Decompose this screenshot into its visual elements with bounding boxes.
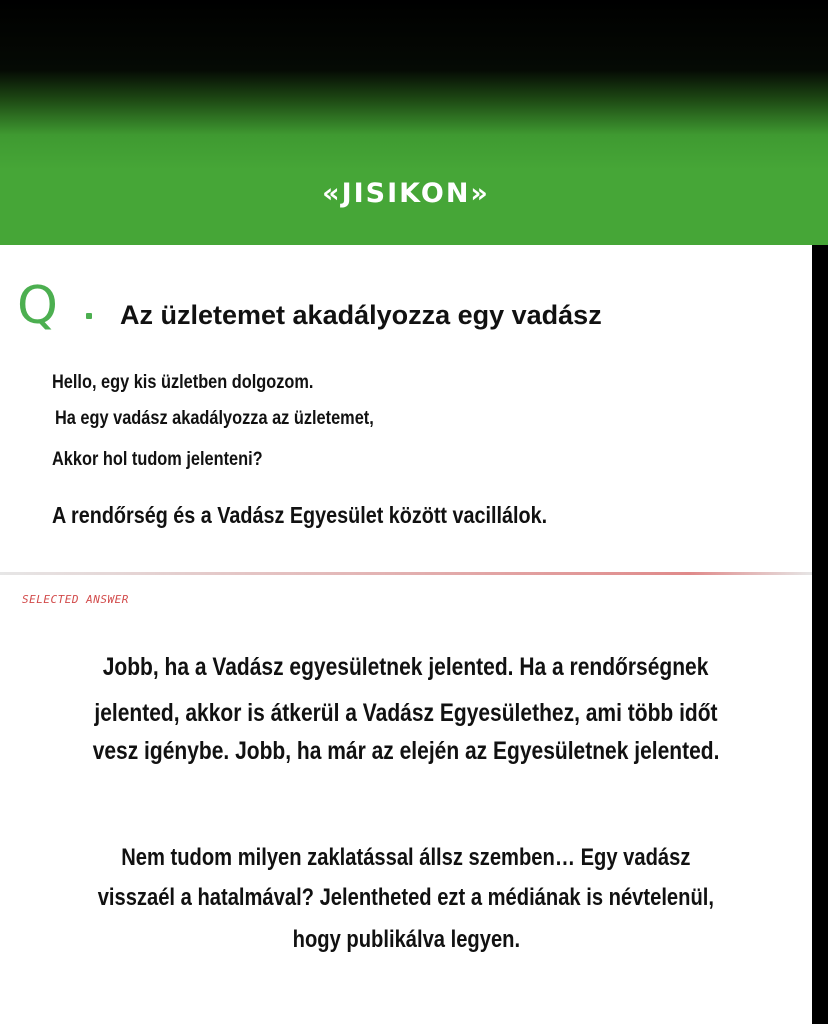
answer-paragraph-1-line-1: Jobb, ha a Vadász egyesületnek jelented. Ha a rendőrségnek — [103, 653, 709, 681]
question-dot-icon — [86, 313, 92, 319]
question-line-2: Ha egy vadász akadályozza az üzletemet, — [55, 408, 374, 429]
section-divider — [0, 572, 812, 575]
answer-paragraph-2-line-2: visszaél a hatalmával? Jelentheted ezt a médiának is névtelenül, — [97, 884, 715, 911]
right-edge-strip — [812, 245, 828, 1024]
question-line-3: Akkor hol tudom jelenteni? — [52, 449, 263, 470]
question-q-icon: Q — [17, 276, 58, 336]
answer-paragraph-2-line-1: Nem tudom milyen zaklatással állsz szemben… Egy vadász — [121, 844, 691, 871]
selected-answer-label: SELECTED ANSWER — [22, 593, 129, 606]
answer-paragraph-1-line-2: jelented, akkor is átkerül a Vadász Egyesülethez, ami több időt — [94, 699, 718, 727]
header-title: «JISIKON» — [322, 178, 490, 209]
answer-paragraph-1-line-3: vesz igénybe. Jobb, ha már az elején az Egyesületnek jelented. — [92, 737, 720, 765]
answer-paragraph-2-line-3: hogy publikálva legyen. — [292, 926, 520, 953]
question-line-4: A rendőrség és a Vadász Egyesület között vacillálok. — [52, 502, 548, 528]
question-line-1: Hello, egy kis üzletben dolgozom. — [52, 372, 314, 393]
question-title: Az üzletemet akadályozza egy vadász — [120, 300, 602, 330]
